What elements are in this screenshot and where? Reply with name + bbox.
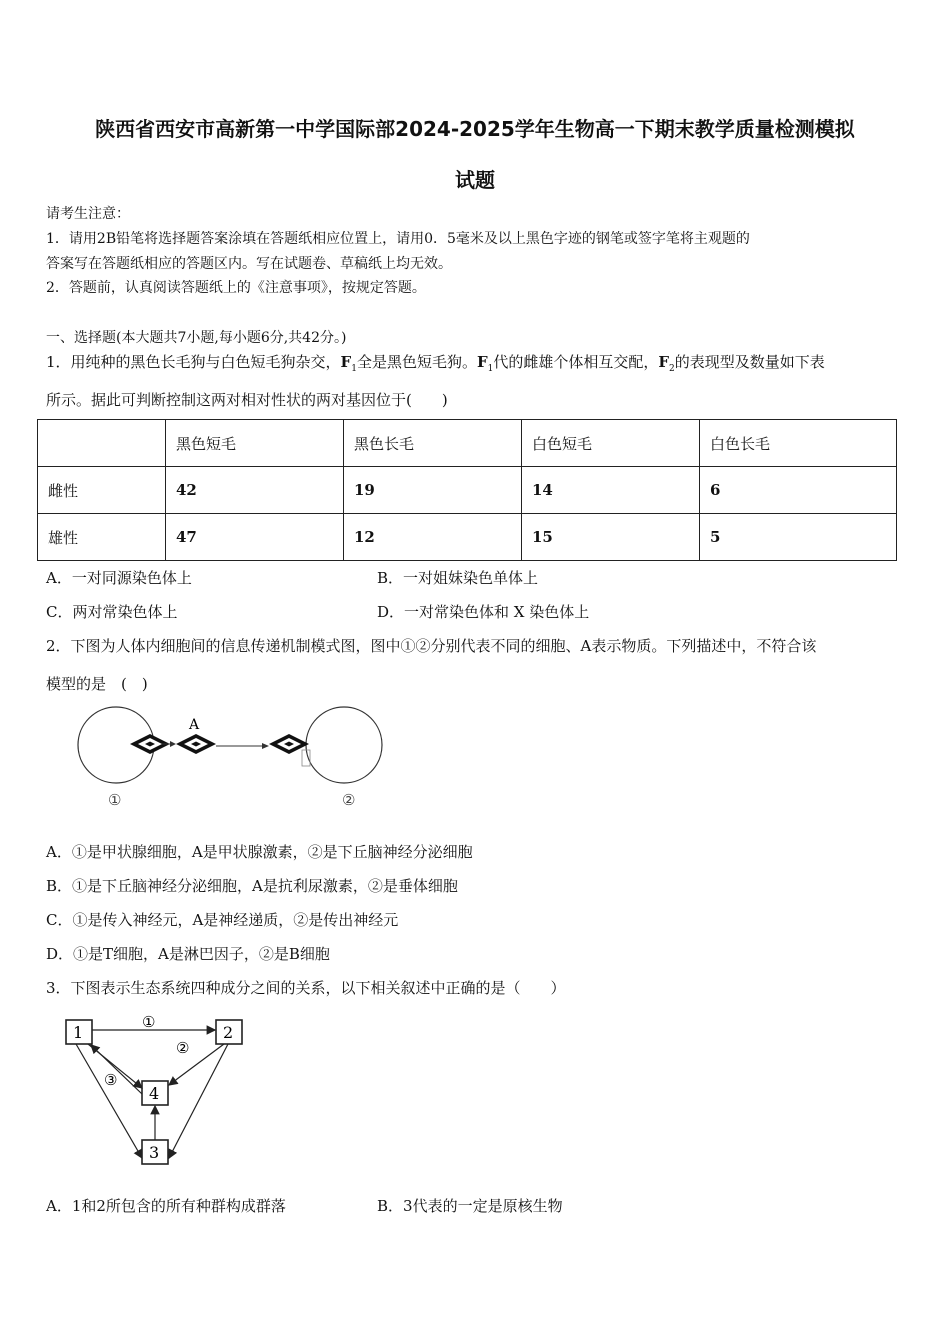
q3-option-a[interactable]: A．1和2所包含的所有种群构成群落 xyxy=(46,1197,286,1215)
q3-ecosystem-diagram xyxy=(58,1008,258,1173)
box-4-label: 4 xyxy=(149,1084,160,1103)
arrow-label-2: ② xyxy=(176,1039,190,1057)
table-row xyxy=(38,514,897,561)
q1-f1-sub: 1 xyxy=(351,364,357,374)
arrow-label-3: ③ xyxy=(104,1071,118,1089)
q1-f1: F xyxy=(340,353,352,371)
q3-stem-line1: 3．下图表示生态系统四种成分之间的关系，以下相关叙述中正确的是（ ） xyxy=(46,979,566,997)
q1-stem-line1 xyxy=(46,351,825,374)
q2-cell-signal-diagram xyxy=(70,700,400,815)
table-header-row xyxy=(38,420,897,467)
q1-f2-sub: 2 xyxy=(669,364,675,374)
q1-f1b-sub: 1 xyxy=(487,364,494,374)
table-cell: 42 xyxy=(166,467,344,514)
cell-2-circle xyxy=(306,707,382,783)
table-row xyxy=(38,467,897,514)
exam-title-line1: 陕西省西安市高新第一中学国际部2024-2025学年生物高一下期末教学质量检测模拟 xyxy=(95,117,855,141)
table-header-cell: 白色长毛 xyxy=(700,420,897,467)
q2-option-a[interactable]: A．①是甲状腺细胞，A是甲状腺激素，②是下丘脑神经分泌细胞 xyxy=(46,843,473,861)
signal-molecule-icon xyxy=(176,734,216,754)
q1-f2: F xyxy=(658,353,670,371)
table-cell: 6 xyxy=(700,467,897,514)
q2-stem-line2: 模型的是 ( ) xyxy=(46,675,148,693)
q2-option-b[interactable]: B．①是下丘脑神经分泌细胞，A是抗利尿激素，②是垂体细胞 xyxy=(46,877,458,895)
table-cell: 雄性 xyxy=(38,514,166,561)
q2-option-d[interactable]: D．①是T细胞，A是淋巴因子，②是B细胞 xyxy=(46,945,330,963)
q1-option-b[interactable]: B．一对姐妹染色单体上 xyxy=(377,569,539,587)
q1-option-c[interactable]: C．两对常染色体上 xyxy=(46,603,178,621)
table-cell: 15 xyxy=(522,514,700,561)
notice-item1-a: 1．请用2B铅笔将选择题答案涂填在答题纸相应位置上，请用0．5毫米及以上黑色字迹的钢笔或签字笔将主观题的 xyxy=(46,231,750,247)
q1-text-a: 1．用纯种的黑色长毛狗与白色短毛狗杂交， xyxy=(46,353,341,371)
table-cell: 雌性 xyxy=(38,467,166,514)
label-cell-2: ② xyxy=(342,791,356,809)
table-cell: 47 xyxy=(166,514,344,561)
q1-stem-line2: 所示。据此可判断控制这两对相对性状的两对基因位于( ) xyxy=(46,391,448,409)
table-cell: 5 xyxy=(700,514,897,561)
table-cell: 19 xyxy=(344,467,522,514)
q2-stem-line1: 2．下图为人体内细胞间的信息传递机制模式图，图中①②分别代表不同的细胞、A表示物质。下列描述中，不符合该 xyxy=(46,637,817,655)
label-cell-1: ① xyxy=(108,791,122,809)
notice-item1-b: 答案写在答题纸相应的答题区内。写在试题卷、草稿纸上均无效。 xyxy=(46,256,452,272)
table-header-cell: 黑色长毛 xyxy=(344,420,522,467)
table-header-cell xyxy=(38,420,166,467)
q1-option-a[interactable]: A．一对同源染色体上 xyxy=(46,569,192,587)
arrow-2-to-3 xyxy=(169,1044,228,1158)
table-cell: 14 xyxy=(522,467,700,514)
signal-molecule-icon xyxy=(269,734,309,754)
table-cell: 12 xyxy=(344,514,522,561)
notice-heading: 请考生注意： xyxy=(46,206,130,222)
arrow-head-icon xyxy=(170,741,176,747)
q3-option-b[interactable]: B．3代表的一定是原核生物 xyxy=(377,1197,563,1215)
section1-heading: 一、选择题(本大题共7小题,每小题6分,共42分。) xyxy=(46,330,347,346)
notice-item2: 2．答题前，认真阅读答题纸上的《注意事项》，按规定答题。 xyxy=(46,280,426,296)
q1-text-c: 代的雌雄个体相互交配， xyxy=(493,353,659,371)
arrow-label-1: ① xyxy=(142,1013,156,1031)
q2-option-c[interactable]: C．①是传入神经元，A是神经递质，②是传出神经元 xyxy=(46,911,399,929)
q1-text-d: 的表现型及数量如下表 xyxy=(674,353,825,371)
box-1-label: 1 xyxy=(73,1023,84,1042)
q1-option-d[interactable]: D．一对常染色体和 X 染色体上 xyxy=(377,603,590,621)
box-2-label: 2 xyxy=(223,1023,234,1042)
exam-title-line2: 试题 xyxy=(455,168,495,192)
label-substance-a: A xyxy=(189,717,200,733)
q1-text-b: 全是黑色短毛狗。 xyxy=(356,353,477,371)
table-header-cell: 白色短毛 xyxy=(522,420,700,467)
q1-data-table xyxy=(37,419,897,561)
box-3-label: 3 xyxy=(149,1143,160,1162)
arrow-head-icon xyxy=(262,743,269,749)
table-header-cell: 黑色短毛 xyxy=(166,420,344,467)
q1-f1b: F xyxy=(476,353,488,371)
